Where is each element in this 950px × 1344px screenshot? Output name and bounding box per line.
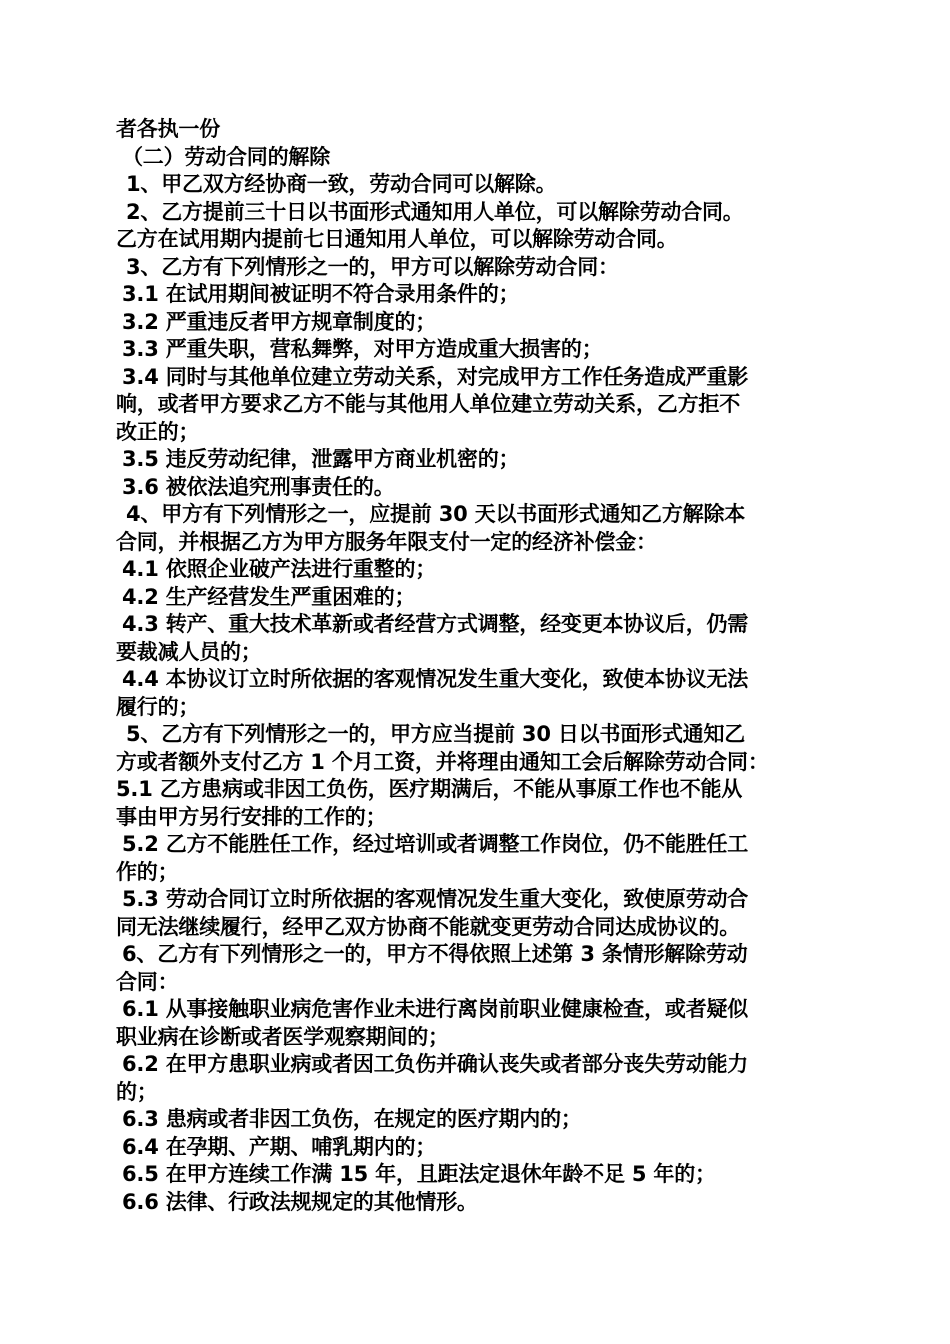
text-line: 3.1 在试用期间被证明不符合录用条件的； bbox=[122, 282, 520, 306]
text-line: 的； bbox=[116, 1079, 158, 1104]
text-line: 事由甲方另行安排的工作的； bbox=[116, 804, 387, 829]
text-line: 3.2 严重违反者甲方规章制度的； bbox=[122, 309, 437, 334]
text-line: 3.6 被依法追究刑事责任的。 bbox=[122, 474, 395, 499]
text-line: 5.2 乙方不能胜任工作，经过培训或者调整工作岗位，仍不能胜任工 bbox=[122, 832, 749, 856]
text-line: 3.3 严重失职，营私舞弊，对甲方造成重大损害的； bbox=[122, 337, 603, 361]
text-line: 2、乙方提前三十日以书面形式通知用人单位，可以解除劳动合同。 bbox=[126, 199, 744, 224]
text-line: 合同，并根据乙方为甲方服务年限支付一定的经济补偿金： bbox=[116, 529, 657, 554]
text-line: 方或者额外支付乙方 1 个月工资，并将理由通知工会后解除劳动合同： bbox=[116, 749, 769, 774]
text-line: 4.1 依照企业破产法进行重整的； bbox=[122, 557, 437, 581]
text-line: 5.1 乙方患病或非因工负伤，医疗期满后，不能从事原工作也不能从 bbox=[116, 777, 743, 801]
text-line: 6.5 在甲方连续工作满 15 年，且距法定退休年龄不足 5 年的； bbox=[122, 1162, 716, 1186]
text-line: 6、乙方有下列情形之一的，甲方不得依照上述第 3 条情形解除劳动 bbox=[122, 942, 748, 966]
text-line: 要裁减人员的； bbox=[116, 639, 262, 664]
text-line: 同无法继续履行，经甲乙双方协商不能就变更劳动合同达成协议的。 bbox=[116, 914, 740, 939]
text-line: 4、甲方有下列情形之一，应提前 30 天以书面形式通知乙方解除本 bbox=[126, 502, 746, 526]
text-line: 3.4 同时与其他单位建立劳动关系，对完成甲方工作任务造成严重影 bbox=[122, 364, 749, 389]
text-line: 3、乙方有下列情形之一的，甲方可以解除劳动合同： bbox=[126, 254, 619, 279]
text-line: 职业病在诊断或者医学观察期间的； bbox=[116, 1024, 449, 1049]
text-line: 4.3 转产、重大技术革新或者经营方式调整，经变更本协议后，仍需 bbox=[122, 612, 749, 636]
text-line: 6.6 法律、行政法规规定的其他情形。 bbox=[122, 1189, 478, 1214]
text-line: 合同： bbox=[116, 969, 179, 994]
text-line: 6.2 在甲方患职业病或者因工负伤并确认丧失或者部分丧失劳动能力 bbox=[122, 1052, 749, 1076]
document-body bbox=[116, 116, 846, 1216]
text-line: 3.5 违反劳动纪律，泄露甲方商业机密的； bbox=[122, 447, 520, 471]
text-line: 4.4 本协议订立时所依据的客观情况发生重大变化，致使本协议无法 bbox=[122, 667, 749, 691]
text-line: 6.3 患病或者非因工负伤，在规定的医疗期内的； bbox=[122, 1107, 582, 1131]
section-heading: （二）劳动合同的解除 bbox=[122, 144, 330, 169]
text-line: 作的； bbox=[116, 859, 179, 884]
text-line: 乙方在试用期内提前七日通知用人单位，可以解除劳动合同。 bbox=[116, 227, 678, 251]
text-line: 者各执一份 bbox=[116, 117, 220, 141]
text-line: 6.4 在孕期、产期、哺乳期内的； bbox=[122, 1134, 437, 1159]
text-line: 6.1 从事接触职业病危害作业未进行离岗前职业健康检查，或者疑似 bbox=[122, 997, 749, 1021]
text-line: 改正的； bbox=[116, 419, 200, 444]
text-line: 4.2 生产经营发生严重困难的； bbox=[122, 584, 416, 609]
text-line: 1、甲乙双方经协商一致，劳动合同可以解除。 bbox=[126, 172, 557, 196]
text-line: 履行的； bbox=[116, 694, 200, 719]
text-line: 5.3 劳动合同订立时所依据的客观情况发生重大变化，致使原劳动合 bbox=[122, 887, 749, 911]
text-line: 5、乙方有下列情形之一的，甲方应当提前 30 日以书面形式通知乙 bbox=[126, 722, 746, 746]
text-line: 响，或者甲方要求乙方不能与其他用人单位建立劳动关系，乙方拒不 bbox=[116, 392, 740, 416]
